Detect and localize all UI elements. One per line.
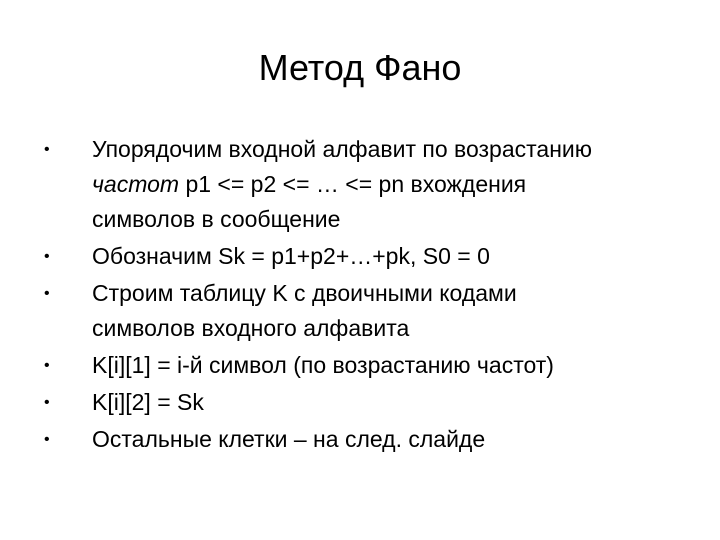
bullet-item [0, 276, 720, 346]
bullet-text-line: Упорядочим входной алфавит по возрастанию [92, 136, 592, 162]
bullet-text-emphasis: частот [92, 171, 180, 197]
bullet-text-line: K[i][2] = Sk [92, 389, 204, 415]
slide-title: Метод Фано [258, 47, 462, 88]
bullet-item [0, 348, 720, 383]
bullet-text-line: символов входного алфавита [92, 315, 410, 341]
bullet-dot-icon: • [44, 141, 50, 158]
bullet-dot-icon: • [44, 357, 50, 374]
bullet-text-line: K[i][1] = i-й символ (по возрастанию частот) [92, 352, 554, 378]
bullet-text-line: Строим таблицу K с двоичными кодами [92, 280, 517, 306]
bullet-item [0, 422, 720, 457]
bullet-dot-icon: • [44, 248, 50, 265]
bullet-dot-icon: • [44, 431, 50, 448]
bullet-text-line: Остальные клетки – на след. слайде [92, 426, 486, 452]
bullet-item [0, 132, 720, 237]
bullet-text-line: p1 <= p2 <= … <= pn вхождения [179, 171, 527, 197]
bullet-item [0, 385, 720, 420]
bullet-text-line: символов в сообщение [92, 206, 341, 232]
bullet-text-line: Обозначим Sk = p1+p2+…+pk, S0 = 0 [92, 243, 490, 269]
bullet-item [0, 239, 720, 274]
bullet-dot-icon: • [44, 394, 50, 411]
bullet-list [0, 132, 720, 459]
bullet-dot-icon: • [44, 285, 50, 302]
